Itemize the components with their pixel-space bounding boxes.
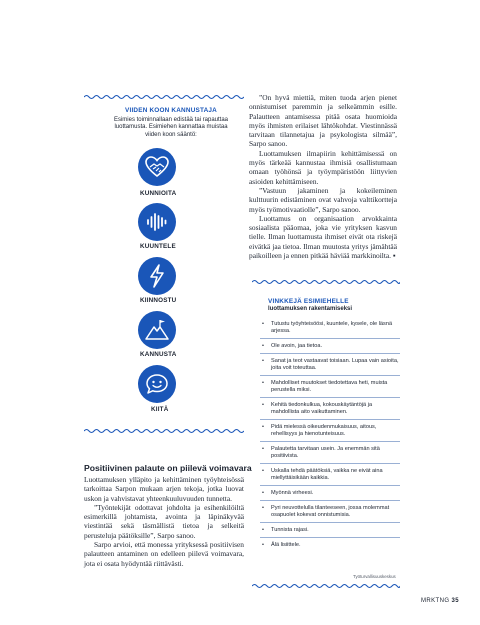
- article-paragraph: ”Vastuun jakaminen ja kokeileminen kulttuurin edistäminen ovat vahvoja valttikortteja myös työmotivaatiolle”, Sarpo sanoo.: [249, 185, 397, 214]
- article-paragraph: Sarpo arvioi, että monessa yrityksessä positiivisen palautteen antaminen on edelleen piilevä voimavara, jota ei osata hyödyntää riittävästi.: [84, 540, 244, 568]
- soundwave-icon: [138, 203, 176, 241]
- magazine-name: MRKTNG: [421, 598, 450, 604]
- sidebar-item-kuuntele: [123, 203, 219, 250]
- mountain-flag-icon: [138, 311, 176, 349]
- sidebar-item-kunnioita: [123, 148, 219, 197]
- sidebar-item-kiita: [123, 365, 219, 413]
- article-paragraph: Luottamuksen ilmapiirin kehittämisessä on myös tärkeää kannustaa ihmisiä osallistumaan omaan työhönsä ja työympäristöön liittyvien asioiden kehittämiseen.: [249, 148, 397, 186]
- tips-subtitle: luottamuksen rakentamiseksi: [268, 306, 353, 312]
- tips-list: [260, 321, 400, 556]
- sidebar-title: VIIDEN KOON KANNUSTAJA: [125, 107, 217, 114]
- list-item: • Myönnä virheesi.: [260, 490, 400, 501]
- sidebar-item-label: KUNNIOITA: [140, 190, 177, 197]
- wave-divider-bottom-left: [84, 427, 244, 435]
- article-left-body: [84, 475, 244, 568]
- sidebar-item-kiinnostu: [123, 257, 219, 304]
- sidebar-item-label: KANNUSTA: [140, 351, 177, 358]
- sidebar-item-label: KIITÄ: [151, 406, 169, 413]
- page-footer: [421, 598, 459, 604]
- wave-divider-tips-bottom: [252, 582, 400, 590]
- article-paragraph: Luottamus on organisaation arvokkainta sosiaalista pääomaa, joka vie yrityksen kasvun tielle. Ilman luottamusta ihmiset eivät ota riskejä eivätkä jaa tietoa. Ilman muutosta yritys jämähtää paikoilleen ja ennen pitkää häviää markkinoilta. ▪: [249, 213, 397, 261]
- tips-credit: Työturvallisuuskeskus: [353, 574, 396, 579]
- smile-bubble-icon: [138, 365, 176, 403]
- list-item: • Tutustu työyhteisöösi, kuuntele, kysele, ole läsnä arjessa.: [260, 321, 400, 339]
- list-item: • Pyri neuvottelulla tilanteeseen, jossa molemmat osapuolet kokevat onnistumisia.: [260, 505, 400, 523]
- sidebar-item-kannusta: [123, 311, 219, 358]
- list-item: • Uskalla tehdä päätöksiä, vaikka ne eivät aina miellyttäisikään kaikkia.: [260, 468, 400, 486]
- tips-title: VINKKEJÄ ESIMIEHELLE: [268, 298, 349, 305]
- sidebar-item-label: KIINNOSTU: [140, 297, 177, 304]
- page-number: 35: [451, 598, 459, 604]
- article-paragraph: Luottamuksen ylläpito ja kehittäminen työyhteisössä tarkoittaa Sarpon mukaan arjen tekoja, jotka luovat uskon ja vahvistavat yhteenkuuluvuuden tunnetta.: [84, 475, 244, 503]
- sidebar-item-label: KUUNTELE: [140, 243, 176, 250]
- list-item: • Palautetta tarvitaan usein. Ja enemmän sitä positiivista.: [260, 446, 400, 464]
- list-item: • Älä lisiittele.: [260, 542, 400, 552]
- list-item: • Mahdolliset muutokset tiedotettava heti, muista perustella miksi.: [260, 380, 400, 398]
- list-item: • Pidä mielessä oikeudenmukaisuus, aitous, rehellisyys ja hienotunteisuus.: [260, 424, 400, 442]
- wave-divider-tips-top: [252, 278, 400, 286]
- list-item: • Sanat ja teot vastaavat toisiaan. Lupaa vain asioita, joita voit toteuttaa.: [260, 358, 400, 376]
- article-paragraph: ”On hyvä miettiä, miten tuoda arjen pienet onnistumiset paremmin ja selkeämmin esille. Palautteen antamisessa pitää osata huomioida myös ihmisten erilaiset lähtökohdat. Viestinnässä tarvitaan tilannetajua ja psykologista silmää”, Sarpo sanoo.: [249, 93, 397, 149]
- list-item: • Ole avoin, jaa tietoa.: [260, 343, 400, 354]
- sidebar-subtitle: Esimies toiminnallaan edistää tai rapauttaa luottamusta. Esimiehen kannattaa muistaa viiden koon sääntö:: [113, 117, 229, 138]
- list-item: • Kehitä tiedonkulkua, kokouskäytäntöjä ja mahdollista aito vaikuttaminen.: [260, 402, 400, 420]
- lightning-icon: [138, 257, 176, 295]
- article-right-body: [249, 93, 397, 260]
- article-left-heading: Positiivinen palaute on piilevä voimavara: [84, 463, 252, 473]
- handshake-heart-icon: [138, 148, 176, 186]
- article-paragraph: ”Työntekijät odottavat johdolta ja esihenkilöiltä esimerkillä johtamista, avointa ja läpinäkyvää viestintää sekä täsmällistä tietoa ja selkeitä perusteluja päätöksille”, Sarpo sanoo.: [84, 502, 244, 540]
- wave-divider-top-left: [84, 93, 244, 101]
- list-item: • Tunnista rajasi.: [260, 527, 400, 538]
